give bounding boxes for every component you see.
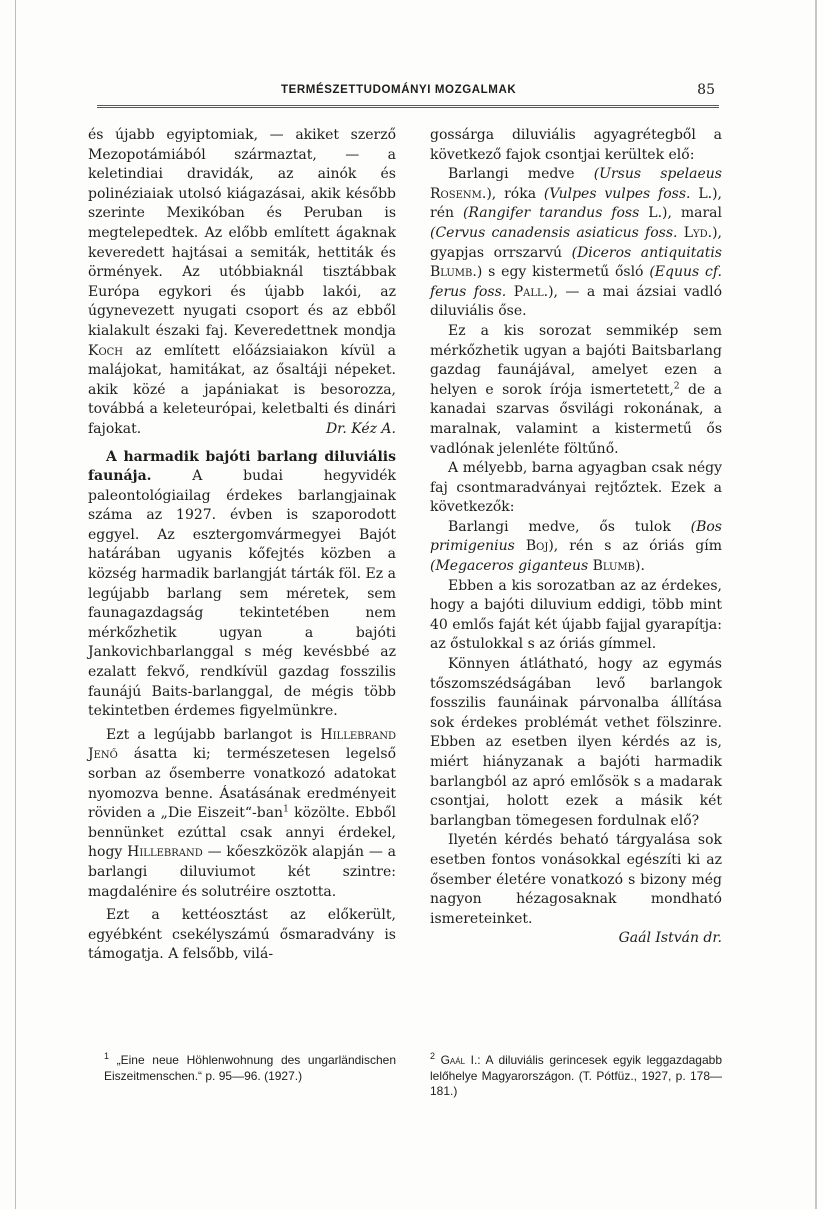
scan-edge-right xyxy=(815,0,817,1209)
left-column xyxy=(88,126,396,965)
scan-edge-left xyxy=(15,0,16,1209)
species-list-paragraph: Barlangi medve (Ursus spelaeus Rosenm.), róka (Vulpes vulpes foss. L.), rén (Rangifer tarandus foss L.), maral (Cervus canadensis asiaticus foss. Lyd.), gyapjas orrszarvú (Diceros antiquitatis Blumb.) s egy kistermetű ősló (Equus cf. ferus foss. Pall.), — a mai ázsiai vadló diluviális őse. xyxy=(430,166,723,320)
author-signature: Gaál István dr. xyxy=(618,930,722,947)
footnote-mark: 2 xyxy=(430,1051,436,1061)
species-list-paragraph: Barlangi medve, ős tulok (Bos primigenius Boj), rén s az óriás gím (Megaceros giganteus Blumb). xyxy=(430,518,722,575)
paragraph: A mélyebb, barna agyagban csak négy faj csontmaradványai rejtőztek. Ezek a következők: xyxy=(430,460,722,516)
paragraph: Ezt a legújabb barlangot is Hillebrand Jenő ásatta ki; természetesen legelső sorban az ősemberre vonatkozó adatokat nyomozva benne. Ásatásának eredményeit röviden a „Die Eiszeit“-ban$^1$ közölte. Ebből bennünket ezúttal csak annyi érdekel, hogy Hillebrand — kőeszközök alapján — a barlangi diluviumot két szintre: magdalénire és solutréire osztotta. xyxy=(88,726,396,900)
footnote-mark: 1 xyxy=(104,1051,110,1061)
footnote-ref: 2 xyxy=(673,381,680,392)
running-header xyxy=(97,79,719,108)
paragraph: Ez a kis sorozat semmikép sem mérkőzhetik ugyan a bajóti Baitsbarlang gazdag faunájával, amelyet ezen a helyen e sorok írója ismertetett,$^2$ de a kanadai szarvas ősvilági rokonának, a maralnak, valamint a kistermetű ős vadlónak jelenléte föltűnő. xyxy=(430,322,722,457)
paragraph: Ezt a kettéosztást az előkerült, egyébként csekélyszámú ősmaradvány is támogatja. A felsőbb, vilá- xyxy=(88,907,396,963)
author-signature: Dr. Kéz A. xyxy=(325,420,396,437)
article-heading: A harmadik bajóti barlang diluviális faunája. xyxy=(88,448,396,485)
footnote-ref: 1 xyxy=(283,804,289,815)
footnote-2: $^2$ Gaál I.: A diluviális gerincesek egyik leggazdagabb lelőhelye Magyarországon. (T. Pótfüz., 1927, p. 178—181.) xyxy=(430,1051,722,1098)
right-column xyxy=(430,126,722,949)
paragraph: és újabb egyiptomiak, — akiket szerző Mezopotámiából származtat, — a keletindiai dravidák, az ainók és polinéziaiak utolsó kiágazásai, akik később szerinte Mexikóban és Peruban is megtelepedtek. Az előbb említett ágaknak keveredett hajtásai a semiták, hettiták és örmények. Az utóbbiaknál tisztábbak Európa egykori és újabb lakói, az úgynevezett nyugati csoport és az ebből kialakult északi faj. Keveredettnek mondja Koch az említett előázsiaiakon kívül a malájokat, hamitákat, az ősaltáji népeket. akik közé a japániakat is besorozza, továbbá a keleteurópai, keletbalti és dinári fajokat. Dr. Kéz A. xyxy=(88,126,396,440)
footnote-1: $^1$ „Eine neue Höhlenwohnung des ungarländischen Eiszeitmenschen.“ p. 95—96. (1927.) xyxy=(104,1051,396,1083)
page-number: 85 xyxy=(697,82,715,98)
paragraph: Könnyen átlátható, hogy az egymás tőszomszédságában levő barlangok fosszilis faunáinak párvonalba állítása sok érdekes problémát vethet fölszinre. Ebben az esetben ilyen kérdés az is, miért hiányzanak a bajóti harmadik barlangból az apró emlősök s a madarak csontjai, holott ezek a másik két barlangban tömegesen fordulnak elő? xyxy=(430,656,722,829)
paragraph: gossárga diluviális agyagrétegből a következő fajok csontjai kerültek elő: xyxy=(430,127,722,163)
paragraph: Ebben a kis sorozatban az az érdekes, hogy a bajóti diluvium eddigi, több mint 40 emlős faját két újabb fajjal gyarapítja: az őstulokkal s az óriás gímmel. xyxy=(430,577,722,653)
article-paragraph: A harmadik bajóti barlang diluviális faunája. A budai hegyvidék paleontológiailag érdekes barlangjainak száma az 1927. évben is szaporodott eggyel. Az esztergomvármegyei Bajót határában ugyanis kőfejtés közben a község harmadik barlangját tárták föl. Ez a legújabb barlang sem méretek, sem faunagazdagság tekintetében nem mérkőzhetik ugyan a bajóti Jankovichbarlanggal s még kevésbbé az ezalatt fekvő, rendkívül gazdag fosszilis faunájú Baits-barlanggal, de mégis több tekintetben érdemes figyelmünkre. xyxy=(88,448,396,720)
running-title: TERMÉSZETTUDOMÁNYI MOZGALMAK xyxy=(281,84,517,96)
paragraph: Ilyetén kérdés beható tárgyalása sok esetben fontos vonásokkal egészíti ki az ősember életére vonatkozó s bizony még nagyon hézagosaknak mondható ismereteinket. xyxy=(430,832,722,927)
